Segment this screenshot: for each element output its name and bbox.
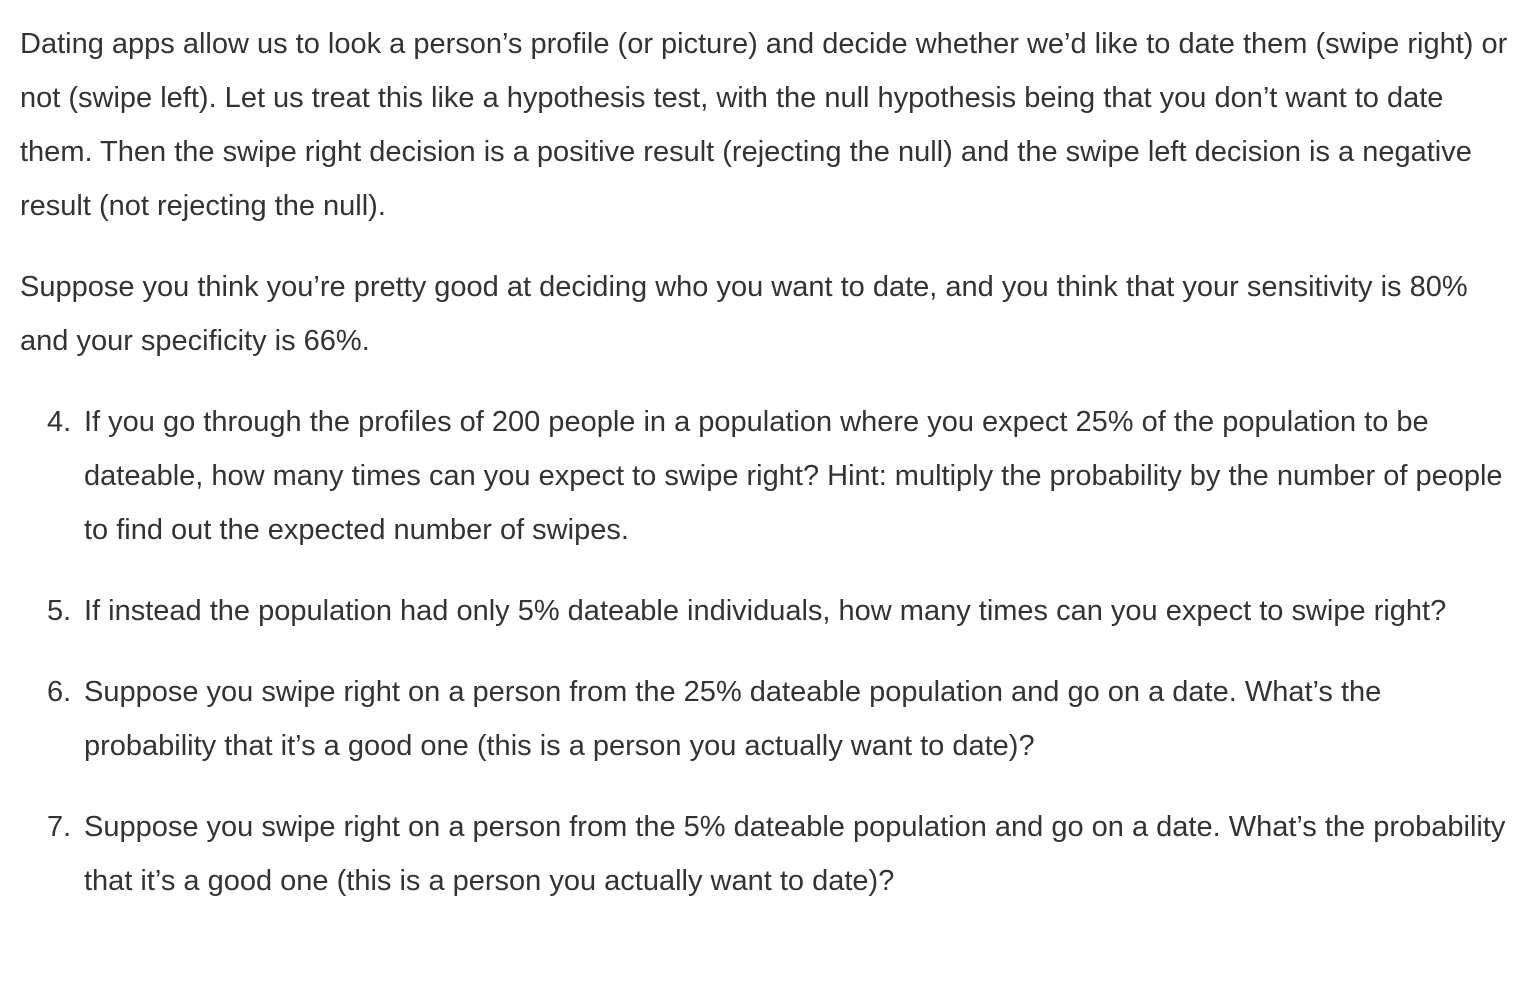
document-content: [20, 17, 1520, 935]
question-text: If instead the population had only 5% dateable individuals, how many times can you expect to swipe right?: [84, 595, 1447, 627]
question-item: [20, 800, 1520, 908]
question-item: [20, 395, 1520, 557]
question-item: [20, 665, 1520, 773]
question-item: [20, 584, 1520, 638]
question-number: 5.: [47, 595, 72, 627]
question-number: 6.: [47, 676, 72, 708]
intro-paragraph-sensitivity: Suppose you think you’re pretty good at deciding who you want to date, and you think that your sensitivity is 80% and your specificity is 66%.: [20, 271, 1468, 357]
question-list: [20, 395, 1520, 908]
question-text: Suppose you swipe right on a person from the 5% dateable population and go on a date. What’s the probability that it’s a good one (this is a person you actually want to date)?: [84, 811, 1506, 897]
question-number: 4.: [47, 406, 72, 438]
intro-paragraph-hypothesis: Dating apps allow us to look a person’s profile (or picture) and decide whether we’d like to date them (swipe right) or not (swipe left). Let us treat this like a hypothesis test, with the null hypothesis being that you don’t want to date them. Then the swipe right decision is a positive result (rejecting the null) and the swipe left decision is a negative result (not rejecting the null).: [20, 28, 1508, 222]
question-text: Suppose you swipe right on a person from the 25% dateable population and go on a date. What’s the probability that it’s a good one (this is a person you actually want to date)?: [84, 676, 1382, 762]
question-text: If you go through the profiles of 200 people in a population where you expect 25% of the population to be dateable, how many times can you expect to swipe right? Hint: multiply the probability by the number of people to find out the expected number of swipes.: [84, 406, 1503, 546]
question-number: 7.: [47, 811, 72, 843]
